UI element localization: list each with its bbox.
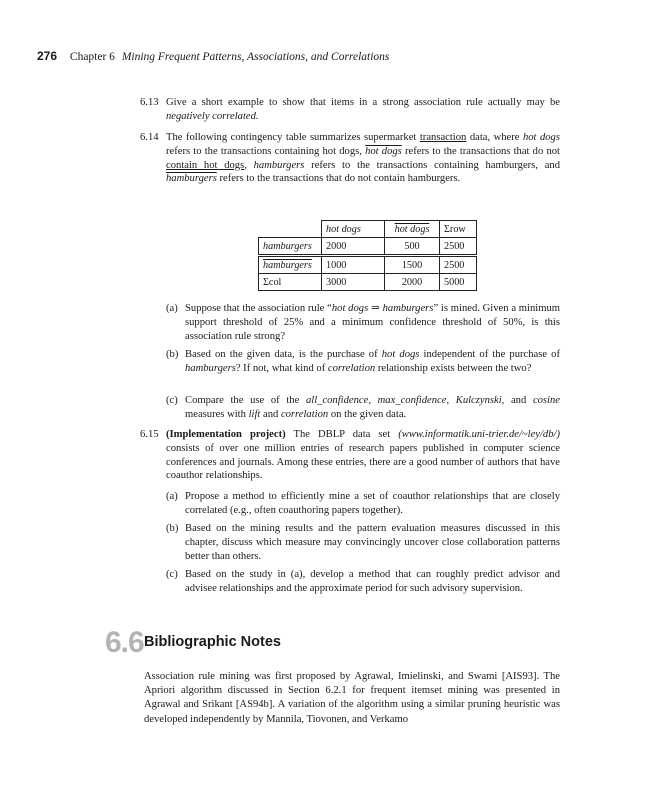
chapter-label: Chapter 6 (69, 51, 115, 63)
chapter-title: Mining Frequent Patterns, Associations, and Correlations (121, 51, 390, 63)
emphasis: all_confidence, max_confidence, Kulczynski, (305, 395, 505, 406)
part-label: (a) (166, 491, 178, 502)
part-6-15-a (166, 490, 560, 518)
text-run: ” is mined. Given a minimum support threshold of 25% and a minimum confidence threshold of 50%, is this association rule strong? (185, 303, 561, 342)
emphasis: hot dogs (381, 349, 420, 360)
exercise-6-15 (140, 428, 560, 483)
text-run: ? If not, what kind of (235, 362, 328, 374)
part-text: Based on the study in (a), develop a method that can roughly predict advisor and advisee relationships and the approximate period for such advisory supervision. (185, 569, 560, 594)
contingency-table (258, 220, 477, 291)
term-hamburgers: hamburgers (253, 159, 305, 171)
part-label: (b) (166, 349, 179, 360)
table-cell: 2500 (440, 238, 477, 256)
term-not-hamburgers: hamburgers (166, 173, 217, 185)
exercise-6-14 (140, 131, 560, 186)
text-run: The following contingency table summarizes supermarket (166, 132, 420, 143)
part-text: Based on the mining results and the pattern evaluation measures discussed in this chapter, discuss which measure may convincingly uncover close collaboration patterns better than others. (185, 523, 560, 562)
association-rule: hot dogs ⇒ hamburgers (331, 303, 434, 314)
underlined-text: transaction (419, 132, 467, 143)
part-label: (c) (166, 395, 178, 406)
exercise-number: 6.15 (140, 429, 159, 440)
part-6-15-b (166, 522, 560, 563)
text-run: , (244, 159, 254, 171)
table-cell: 3000 (322, 274, 385, 291)
exercise-text (166, 131, 560, 186)
exercise-number: 6.13 (140, 97, 159, 108)
exercise-number: 6.14 (140, 132, 159, 143)
part-label: (b) (166, 523, 179, 534)
page-number: 276 (37, 49, 58, 63)
part-6-14-b (166, 348, 560, 376)
row-header (259, 256, 322, 274)
emphasis: negatively correlated. (166, 110, 259, 122)
part-text: Propose a method to efficiently mine a set of coauthor relationships that are closely correlated (e.g., often coauthoring papers together). (185, 491, 560, 516)
text-run: and (504, 395, 533, 406)
underlined-text: contain hot dogs (166, 159, 245, 171)
text-run: Compare the use of the (185, 395, 306, 406)
col-header-not-hot-dogs (385, 221, 440, 238)
emphasis: correlation (327, 362, 376, 374)
part-label: (c) (166, 569, 178, 580)
emphasis: lift (248, 408, 261, 420)
col-header-row-sum: Σrow (440, 221, 477, 238)
project-label: (Implementation project) (166, 429, 286, 440)
table-row (259, 274, 477, 291)
part-text (185, 348, 560, 376)
table-cell: 2000 (322, 238, 385, 256)
table-cell: 2000 (385, 274, 440, 291)
text-run: and (260, 408, 281, 420)
section-number: 6.6 (105, 626, 144, 659)
text-run: relationship exists between the two? (375, 362, 532, 374)
row-header: hamburgers (259, 238, 322, 256)
part-6-14-c (166, 394, 560, 422)
row-header: Σcol (259, 274, 322, 291)
part-6-14-a (166, 302, 560, 343)
part-label: (a) (166, 303, 178, 314)
text-run: measures with (185, 408, 249, 420)
term-hot-dogs: hot dogs (522, 132, 560, 143)
term-not-hot-dogs: hot dogs (365, 145, 402, 157)
table-row (259, 256, 477, 274)
text-run: data, where (466, 132, 523, 143)
exercise-text (166, 96, 560, 124)
part-text (185, 394, 560, 422)
header-text: hot dogs (326, 223, 361, 235)
part-text (185, 302, 560, 343)
text-run: Give a short example to show that items in a strong association rule actually may be (166, 97, 560, 108)
table-corner (259, 221, 322, 238)
text-run: The DBLP data set (285, 429, 399, 440)
table-header-row (259, 221, 477, 238)
text-run: independent of the purchase of (419, 349, 560, 360)
table-cell: 2500 (440, 256, 477, 274)
table-cell: 500 (385, 238, 440, 256)
text-run: Suppose that the association rule “ (185, 303, 332, 314)
col-header-hot-dogs (322, 221, 385, 238)
part-6-15-c (166, 568, 560, 596)
bibliographic-notes-paragraph: Association rule mining was first proposed by Agrawal, Imielinski, and Swami [AIS93]. The Apriori algorithm discussed in Section 6.2.1 for frequent itemset mining was presented in Agrawal and Srikant [AS94b]. A variation of the algorithm using a similar pruning heuristic was developed independently by Mannila, Tiovonen, and Verkamo (144, 671, 560, 725)
running-header (37, 49, 389, 63)
section-title: Bibliographic Notes (144, 634, 281, 650)
emphasis: hamburgers (185, 362, 236, 374)
text-run: consists of over one million entries of research papers published in computer science conferences and journals. Among these entries, there are a good number of authors that have coauthor relationships. (166, 442, 560, 482)
text-run: Based on the given data, is the purchase of (185, 349, 382, 360)
table-cell: 1500 (385, 256, 440, 274)
exercise-6-13 (140, 96, 560, 124)
table-cell: 5000 (440, 274, 477, 291)
dataset-url: (www.informatik.uni-trier.de/~ley/db/) (398, 429, 560, 440)
exercise-text (166, 428, 560, 483)
row-header-text: hamburgers (263, 259, 312, 271)
emphasis: correlation (280, 408, 329, 420)
text-run: refers to the transactions containing hot dogs, (166, 145, 366, 157)
table-row (259, 238, 477, 256)
table-cell: 1000 (322, 256, 385, 274)
text-run: refers to the transactions containing hamburgers, and (304, 159, 560, 171)
emphasis: cosine (532, 395, 561, 406)
header-text: hot dogs (394, 223, 430, 235)
text-run: on the given data. (328, 408, 407, 420)
text-run: refers to the transactions that do not (401, 145, 560, 157)
text-run: refers to the transactions that do not contain hamburgers. (216, 173, 461, 185)
